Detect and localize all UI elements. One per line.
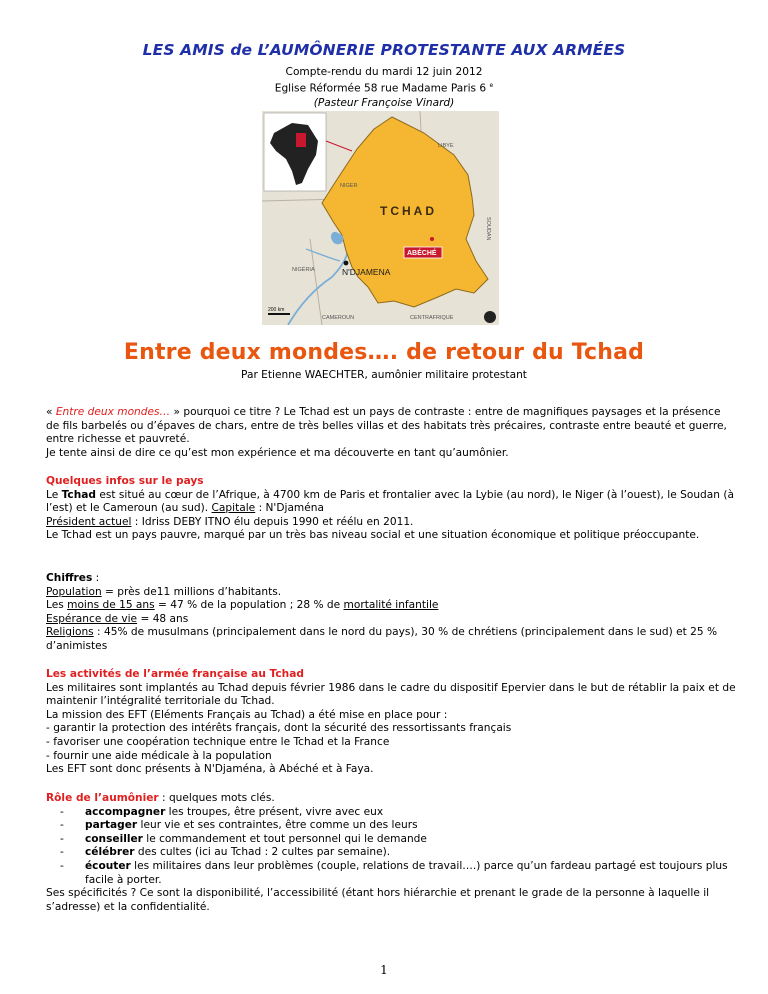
role-dash: - — [60, 819, 64, 832]
chad-map — [262, 111, 499, 325]
role-item — [46, 833, 736, 847]
page-number: 1 — [380, 963, 388, 977]
moins15-label: moins de 15 ans — [67, 599, 155, 612]
role-keyword: conseiller — [85, 832, 143, 845]
label-libye: LIBYE — [438, 143, 454, 149]
role-text: les troupes, être présent, vivre avec eux — [165, 805, 384, 818]
armee-section — [46, 668, 736, 777]
moins15-line — [46, 599, 736, 613]
mission-item: - garantir la protection des intérêts français, dont la sécurité des ressortissants français — [46, 722, 512, 735]
role-keyword: accompagner — [85, 805, 166, 818]
role-heading-text: Rôle de l’aumônier — [46, 792, 159, 804]
scale-bar — [268, 313, 290, 315]
chiffres-section — [46, 572, 736, 654]
role-item — [46, 806, 736, 820]
publisher-logo-icon — [484, 311, 496, 323]
intro-paragraph — [46, 406, 736, 447]
chiffres-heading — [46, 572, 736, 586]
intro-section — [46, 406, 736, 460]
church-address — [0, 82, 768, 95]
label-soudan: SOUDAN — [485, 217, 491, 241]
label-nigeria: NIGÉRIA — [292, 267, 315, 273]
esperance-line — [46, 613, 736, 627]
infos-section — [46, 475, 736, 543]
role-keyword: écouter — [85, 859, 131, 872]
role-text: les militaires dans leur problèmes (couple, relations de travail….) parce qu’un fardeau partagé est toujours plus facile à porter. — [85, 859, 728, 886]
role-item — [46, 846, 736, 860]
mortalite-label: mortalité infantile — [343, 599, 439, 612]
role-list — [46, 806, 736, 888]
role-keyword: célébrer — [85, 846, 135, 859]
infos-text-b: est situé au cœur de l’Afrique, à 4700 km de Paris et frontalier avec la Lybie (au nord), le Niger (à l’ouest), le Soudan (à l’est) et le Cameroun (au sud). — [46, 488, 734, 515]
capitale-label: Capitale — [211, 502, 256, 515]
religions-value: : 45% de musulmans (principalement dans le nord du pays), 30 % de chrétiens (principalement dans le sud) et 25 % d’animistes — [46, 626, 718, 652]
armee-end: Les EFT sont donc présents à N'Djaména, à Abéché et à Faya. — [46, 763, 374, 776]
infos-paragraph — [46, 489, 736, 516]
population-line — [46, 586, 736, 600]
intro-line2: Je tente ainsi de dire ce qu’est mon expérience et ma découverte en tant qu’aumônier. — [46, 446, 509, 459]
population-value: = près de11 millions d’habitants. — [101, 585, 282, 598]
infos-text-a: Le — [46, 488, 62, 501]
role-heading — [46, 792, 736, 806]
infos-heading: Quelques infos sur le pays — [46, 475, 204, 487]
role-text: des cultes (ici au Tchad : 2 cultes par semaine). — [134, 846, 391, 859]
chiffres-heading-text: Chiffres — [46, 572, 93, 584]
moins15-prefix: Les — [46, 599, 68, 612]
label-ndjamena: N'DJAMENA — [342, 267, 391, 277]
label-abeche: ABÉCHÉ — [407, 250, 437, 257]
role-item — [46, 860, 736, 887]
report-date: Compte-rendu du mardi 12 juin 2012 — [285, 66, 483, 78]
armee-p1: Les militaires sont implantés au Tchad depuis février 1986 dans le cadre du dispositif Epervier dans le but de rétablir la paix et de maintenir l’intégralité territoriale du Tchad. — [46, 681, 736, 708]
president-line — [46, 516, 736, 530]
arrondissement-superscript: e — [489, 82, 494, 89]
label-tchad: TCHAD — [380, 204, 437, 218]
role-text: leur vie et ses contraintes, être comme un des leurs — [137, 819, 418, 832]
capital-dot — [344, 261, 349, 266]
religions-label: Religions — [46, 626, 94, 639]
mission-item: - fournir une aide médicale à la population — [46, 749, 272, 762]
abeche-dot — [430, 237, 434, 241]
armee-p2: La mission des EFT (Eléments Français au Tchad) a été mise en place pour : — [46, 708, 448, 721]
chiffres-heading-suffix: : — [92, 572, 100, 584]
role-dash: - — [60, 805, 64, 818]
role-keyword: partager — [85, 819, 138, 832]
association-title: LES AMIS de L’AUMÔNERIE PROTESTANTE AUX ARMÉES — [142, 41, 626, 59]
church-address-text: Eglise Réformée 58 rue Madame Paris 6 — [274, 82, 487, 95]
role-dash: - — [60, 832, 64, 845]
president-label: Président actuel — [46, 515, 132, 528]
main-title: Entre deux mondes…. de retour du Tchad — [123, 340, 645, 365]
title-reference: Entre deux mondes… — [55, 406, 171, 418]
mission-item: - favoriser une coopération technique entre le Tchad et la France — [46, 735, 390, 748]
label-cameroun: CAMEROUN — [322, 315, 355, 321]
role-text: le commandement et tout personnel qui le demande — [142, 832, 427, 845]
moins15-value: = 47 % de la population ; 28 % de — [154, 599, 344, 612]
role-item — [46, 819, 736, 833]
role-dash: - — [60, 846, 64, 859]
infos-chad-bold: Tchad — [61, 488, 96, 501]
open-quote: « — [46, 406, 56, 418]
religions-line — [46, 626, 736, 653]
chad-highlight — [296, 133, 306, 147]
role-section — [46, 792, 736, 914]
pastor-name: (Pasteur Françoise Vinard) — [313, 97, 455, 109]
label-niger: NIGER — [340, 183, 358, 189]
president-value: : Idriss DEBY ITNO élu depuis 1990 et réélu en 2011. — [131, 515, 414, 528]
scale-label: 200 km — [268, 307, 285, 313]
capitale-value: : N'Djaména — [255, 502, 324, 515]
label-centrafrique: CENTRAFRIQUE — [410, 315, 454, 321]
byline: Par Etienne WAECHTER, aumônier militaire protestant — [241, 369, 527, 381]
role-end: Ses spécificités ? Ce sont la disponibilité, l’accessibilité (étant hors hiérarchie et prenant le grade de la personne à laquelle il s’adresse) et la confidentialité. — [46, 887, 710, 913]
intro-text: » pourquoi ce titre ? Le Tchad est un pays de contraste : entre de magnifiques paysages et la présence de fils barbelés ou d’épaves de chars, entre de très belles villas et des habitats très précaires, contraste entre beauté et guerre, entre richesse et pauvreté. — [46, 406, 727, 446]
role-dash: - — [60, 859, 64, 872]
role-heading-suffix: : quelques mots clés. — [158, 792, 275, 804]
esperance-value: = 48 ans — [137, 612, 189, 625]
infos-end: Le Tchad est un pays pauvre, marqué par un très bas niveau social et une situation économique et politique préoccupante. — [46, 529, 700, 542]
esperance-label: Espérance de vie — [46, 612, 138, 625]
armee-heading: Les activités de l’armée française au Tchad — [46, 668, 304, 680]
population-label: Population — [46, 585, 102, 598]
